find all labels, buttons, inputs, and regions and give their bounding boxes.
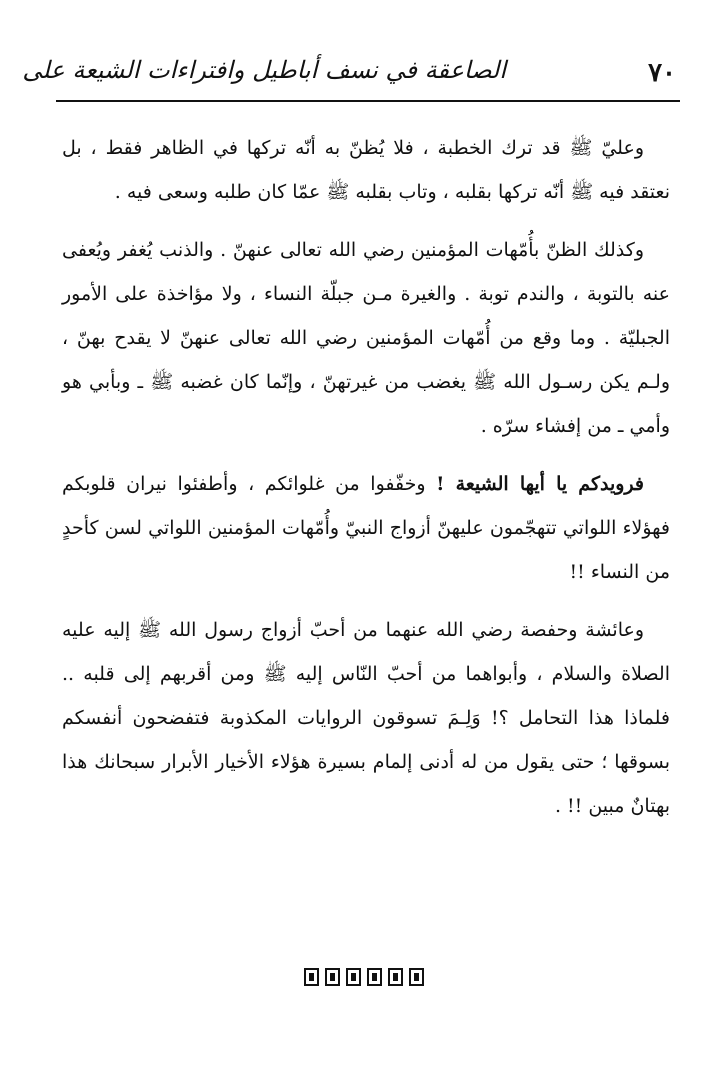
page-number: ٧٠ [648,58,676,88]
paragraph-1 [62,126,670,214]
paragraph-3-text: وخفّفوا من غلوائكم ، وأطفئوا نيران قلوبكم فهؤلاء اللواتي تتهجّمون عليهنّ أزواج النبيّ وأُمّهات المؤمنين اللواتي لسن كأحدٍ من النساء !! [62,473,670,583]
paragraph-4 [62,608,670,828]
body-text [62,126,670,842]
running-title: الصاعقة في نسف أباطيل وافتراءات الشيعة على [22,56,506,84]
paragraph-3-lead: فرويدكم يا أيها الشيعة ! [436,473,644,495]
ornament-cell [409,968,424,986]
paragraph-2 [62,228,670,448]
ornament-cell [304,968,319,986]
decorative-border-ornament-icon [304,966,424,988]
ornament-cell [325,968,340,986]
header-rule [56,100,680,102]
ornament-cell [388,968,403,986]
paragraph-3 [62,462,670,594]
paragraph-4-text: وعائشة وحفصة رضي الله عنهما من أحبّ أزواج رسول الله ﷺ إليه عليه الصلاة والسلام ، وأبواهما من أحبّ النّاس إليه ﷺ ومن أقربهم إلى قلبه .. فلماذا هذا التحامل ؟! وَلِـمَ تسوقون الروايات المكذوبة فتفضحون أنفسكم بسوقها ؛ حتى يقول من له أدنى إلمام بسيرة هؤلاء الأخيار الأبرار سبحانك هذا بهتانٌ مبين !! . [62,619,670,817]
paragraph-2-text: وكذلك الظنّ بأُمّهات المؤمنين رضي الله تعالى عنهنّ . والذنب يُغفر ويُعفى عنه بالتوبة ، والندم توبة . والغيرة مـن جبلّة النساء ، ولا مؤاخذة على الأمور الجبليّة . وما وقع من أُمّهات المؤمنين رضي الله تعالى عنهنّ لا يقدح بهنّ ، ولـم يكن رسـول الله ﷺ يغضب من غيرتهنّ ، وإنّما كان غضبه ﷺ ـ وبأبي هو وأمي ـ من إفشاء سرّه . [62,239,670,437]
ornament-cell [367,968,382,986]
paragraph-1-text: وعليّ ﷺ قد ترك الخطبة ، فلا يُظنّ به أنّه تركها في الظاهر فقط ، بل نعتقد فيه ﷺ أنّه تركها بقلبه ، وتاب بقلبه ﷺ عمّا كان طلبه وسعى فيه . [62,137,670,203]
ornament-cell [346,968,361,986]
page-header [22,50,676,98]
